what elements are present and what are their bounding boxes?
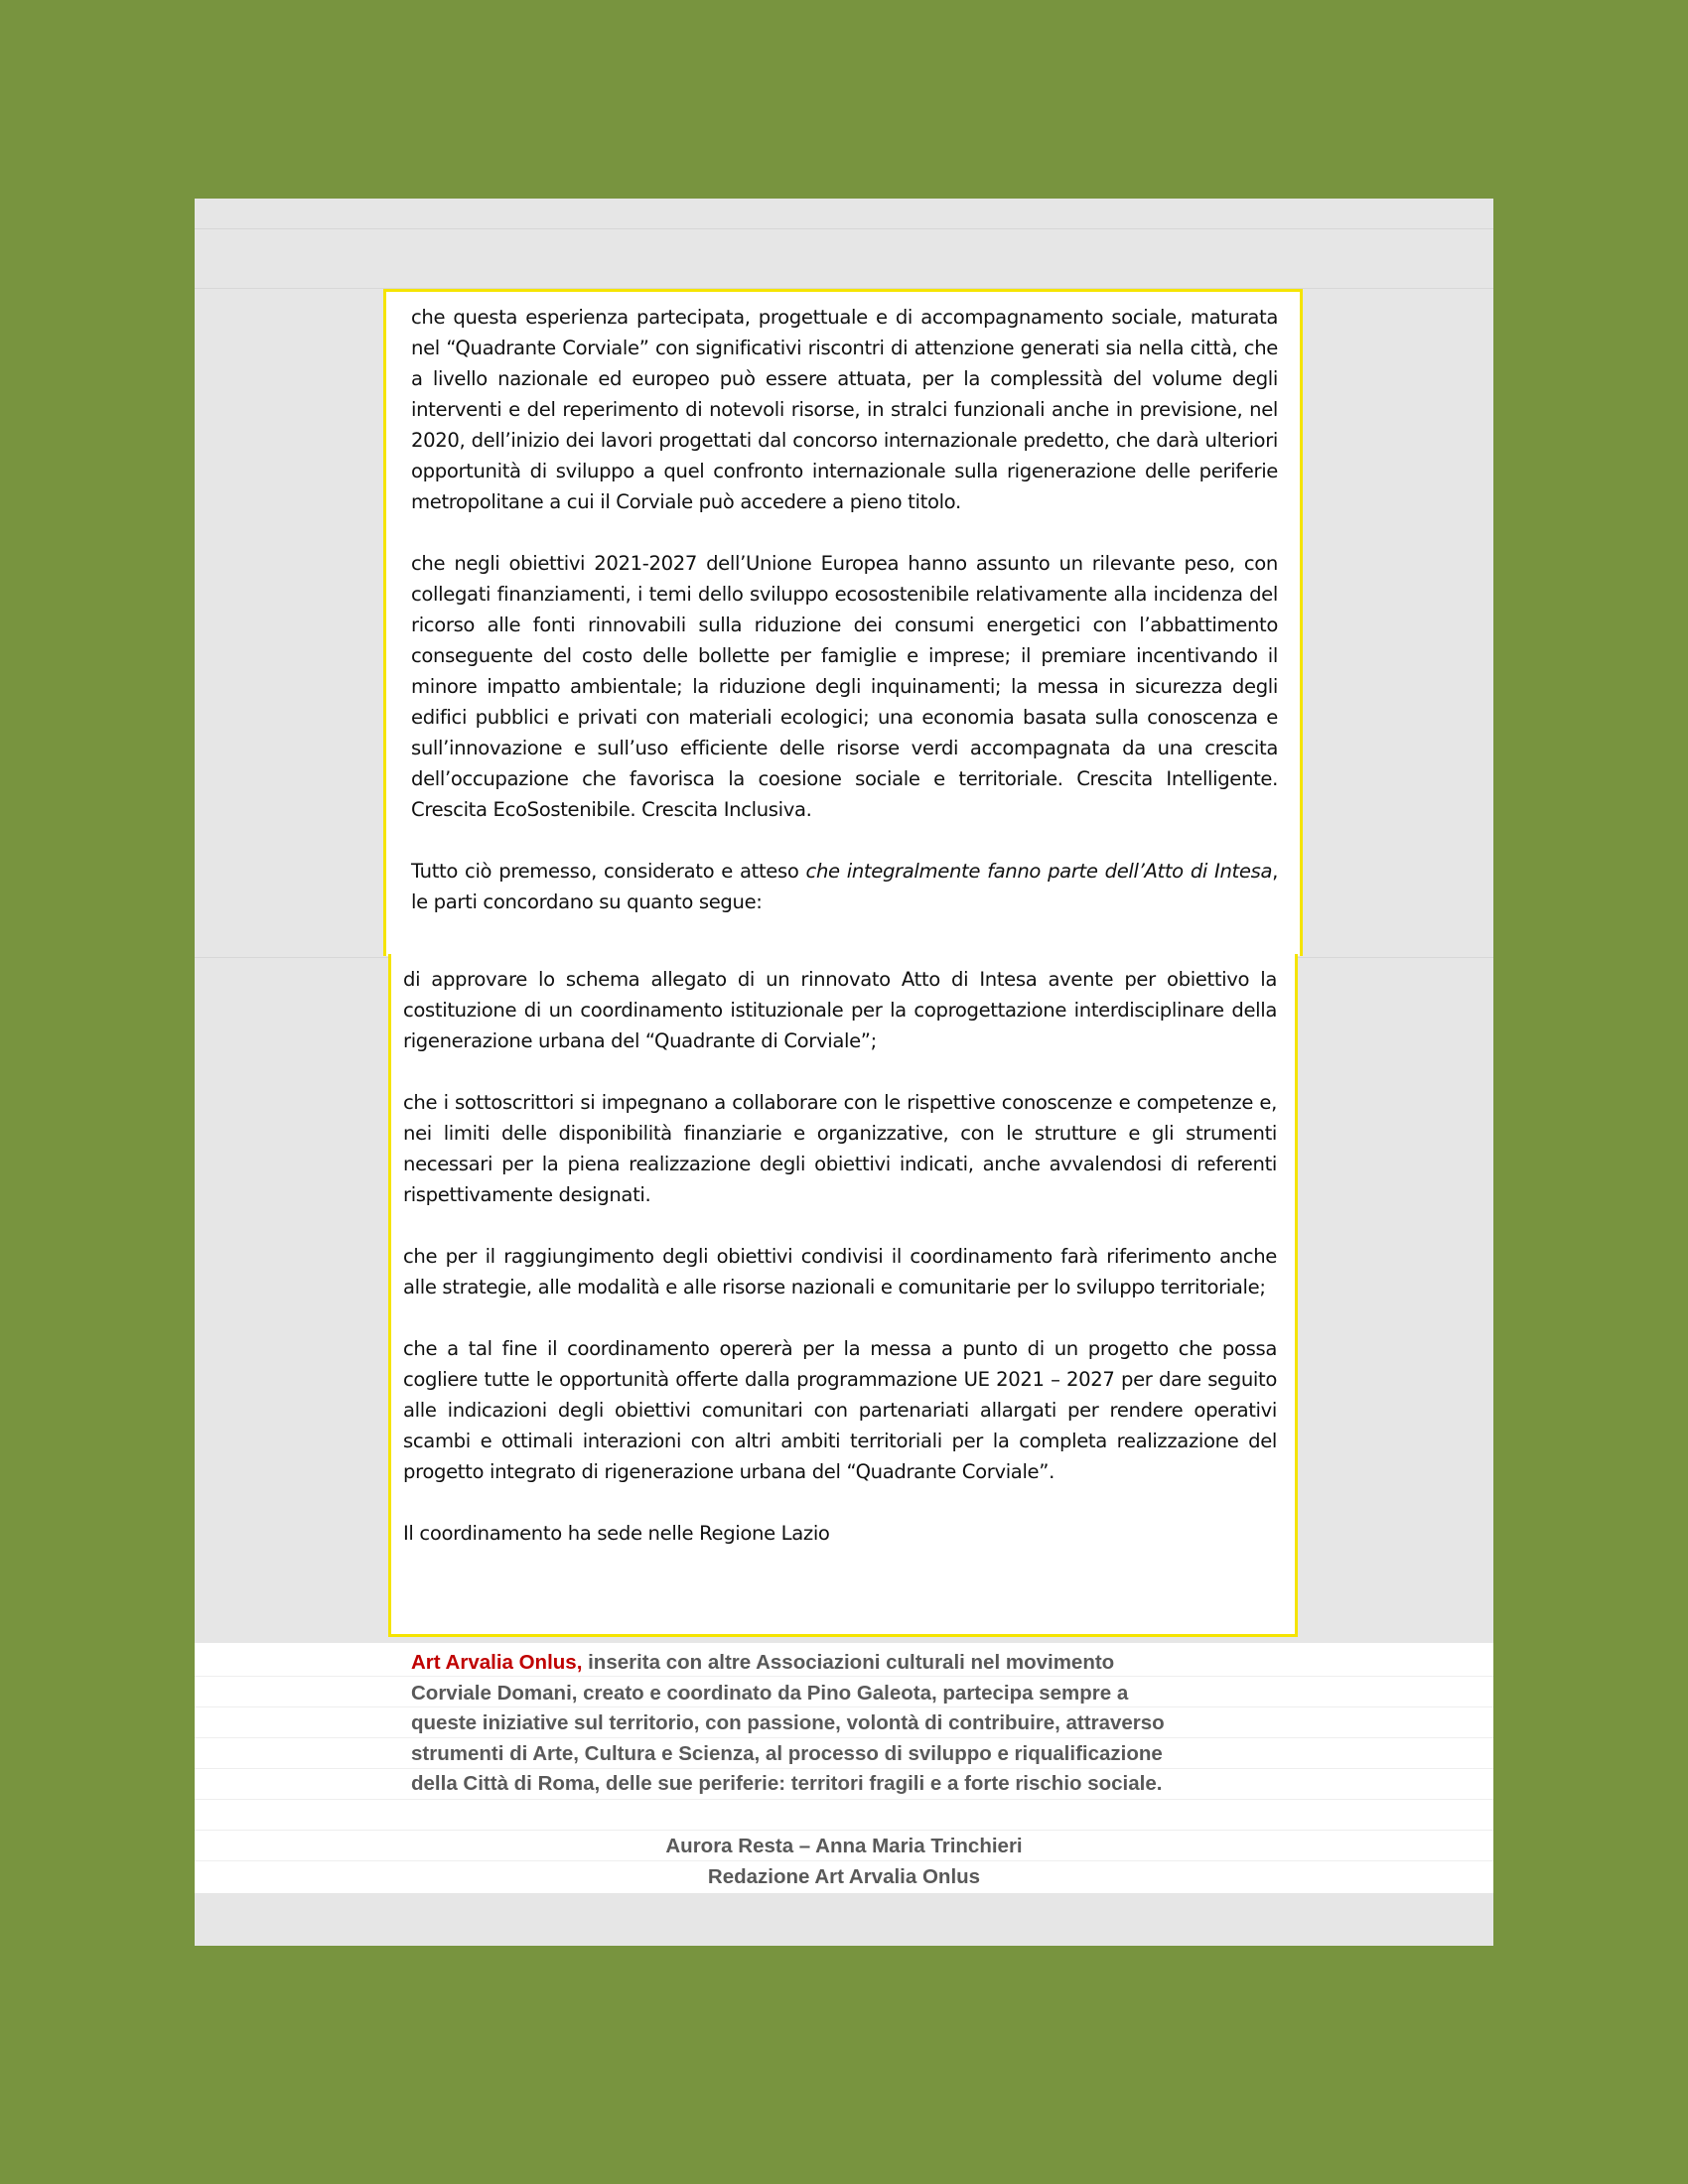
paragraph: che i sottoscrittori si impegnano a collaborare con le rispettive conoscenze e competenze e, nei limiti delle disponibilità finanziarie e organizzative, con le strutture e gli strumenti necessari per la piena realizzazione degli obiettivi indicati, anche avvalendosi di referenti rispettivamente designati.	[403, 1091, 1277, 1206]
authors-line: Aurora Resta – Anna Maria Trinchieri	[665, 1835, 1023, 1857]
italic-text: che integralmente fanno parte dell’Atto di Intesa	[805, 860, 1273, 883]
paragraph	[411, 856, 1278, 917]
credit-line: queste iniziative sul territorio, con passione, volontà di contribuire, attraverso	[411, 1711, 1165, 1734]
credit-line: della Città di Roma, delle sue periferie: territori fragili e a forte rischio sociale.	[411, 1772, 1163, 1795]
text-box-premises	[383, 289, 1303, 956]
organization-name: Art Arvalia Onlus,	[411, 1651, 583, 1674]
paragraph: Il coordinamento ha sede nelle Regione Lazio	[403, 1522, 830, 1545]
paragraph: che negli obiettivi 2021-2027 dell’Unione Europea hanno assunto un rilevante peso, con collegati finanziamenti, i temi dello sviluppo ecosostenibile relativamente alla incidenza del ricorso alle fonti rinnovabili sulla riduzione dei consumi energetici con l’abbattimento conseguente del costo delle bollette per famiglie e imprese; il premiare incentivando il minore impatto ambientale; la riduzione degli inquinamenti; la messa in sicurezza degli edifici pubblici e privati con materiali ecologici; una economia basata sulla conoscenza e sull’innovazione e sull’uso efficiente delle risorse verdi accompagnata da una crescita dell’occupazione che favorisca la coesione sociale e territoriale. Crescita Intelligente. Crescita EcoSostenibile. Crescita Inclusiva.	[411, 552, 1278, 821]
text-box-agreements	[388, 954, 1298, 1637]
rule-line	[195, 228, 1493, 229]
editorial-line: Redazione Art Arvalia Onlus	[707, 1865, 981, 1888]
paragraph-text: , le parti concordano su quanto segue:	[411, 860, 1278, 913]
paragraph: che a tal fine il coordinamento opererà per la messa a punto di un progetto che possa cogliere tutte le opportunità offerte dalla programmazione UE 2021 – 2027 per dare seguito alle indicazioni degli obiettivi comunitari con partenariati allargati per rendere operativi scambi e ottimali interazioni con altri ambiti territoriali per la completa realizzazione del progetto integrato di rigenerazione urbana del “Quadrante Corviale”.	[403, 1337, 1277, 1483]
credit-line	[411, 1648, 1225, 1679]
signature-block	[195, 1831, 1493, 1892]
paragraph-text: Tutto ciò premesso, considerato e atteso	[411, 860, 806, 883]
credit-line: strumenti di Arte, Cultura e Scienza, al processo di sviluppo e riqualificazione	[411, 1741, 1163, 1765]
paragraph: che questa esperienza partecipata, progettuale e di accompagnamento sociale, maturata nel “Quadrante Corviale” con significativi riscontri di attenzione generati sia nella città, che a livello nazionale ed europeo può essere attuata, per la complessità del volume degli interventi e del reperimento di notevoli risorse, in stralci funzionali anche in previsione, nel 2020, dell’inizio dei lavori progettati dal concorso internazionale predetto, che darà ulteriori opportunità di sviluppo a quel confronto internazionale sulla rigenerazione delle periferie metropolitane a cui il Corviale può accedere a pieno titolo.	[411, 306, 1278, 513]
paragraph: di approvare lo schema allegato di un rinnovato Atto di Intesa avente per obiettivo la costituzione di un coordinamento istituzionale per la coprogettazione interdisciplinare della rigenerazione urbana del “Quadrante di Corviale”;	[403, 968, 1277, 1052]
organization-credit	[411, 1648, 1225, 1800]
document-sheet	[195, 199, 1493, 1946]
credit-line: Corviale Domani, creato e coordinato da Pino Galeota, partecipa sempre a	[411, 1681, 1129, 1705]
paragraph: che per il raggiungimento degli obiettivi condivisi il coordinamento farà riferimento anche alle strategie, alle modalità e alle risorse nazionali e comunitarie per lo sviluppo territoriale;	[403, 1245, 1277, 1298]
credit-text: inserita con altre Associazioni culturali nel movimento	[582, 1651, 1115, 1674]
